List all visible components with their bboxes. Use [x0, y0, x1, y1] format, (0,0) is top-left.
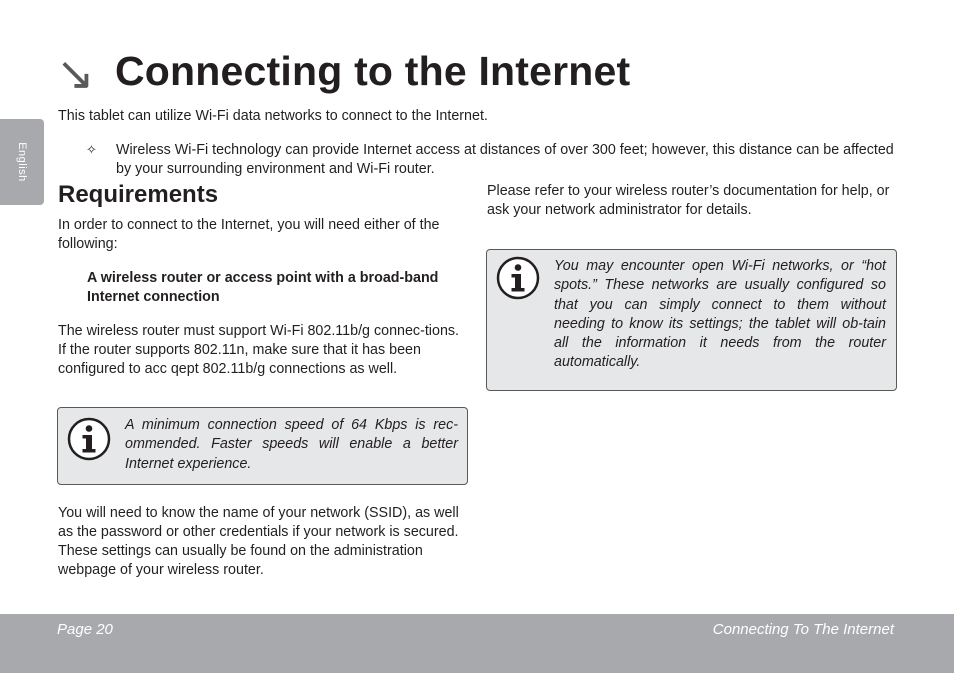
requirements-paragraph-3: You will need to know the name of your network (SSID), as well as the password or other credentials if your network is secured. These settings can usually be found on the administration webpage of your wireless router.	[58, 505, 459, 578]
bullet-star-icon: ✧	[86, 143, 97, 158]
intro-text: This tablet can utilize Wi-Fi data networks to connect to the Internet.	[58, 108, 488, 124]
page-title: Connecting to the Internet	[115, 48, 631, 94]
info-icon	[67, 417, 111, 461]
arrow-icon: ↘	[56, 46, 95, 100]
note-text-speed: A minimum connection speed of 64 Kbps is rec-ommended. Faster speeds will enable a better Internet experience.	[125, 417, 458, 472]
footer-section-title: Connecting To The Internet	[712, 621, 894, 638]
page-footer	[0, 614, 954, 673]
note-box-speed	[57, 407, 468, 485]
language-tab-label: English	[16, 142, 28, 182]
requirements-paragraph-1: In order to connect to the Internet, you will need either of the following:	[58, 217, 440, 252]
bullet-item	[86, 141, 898, 179]
page-number: Page 20	[57, 621, 113, 638]
note-text-hotspots: You may encounter open Wi-Fi networks, or “hot spots.” These networks are usually configured so that you can simply connect to them without needing to know its settings; the tablet will ob-tain all the information it needs from the router automatically.	[554, 258, 886, 371]
info-icon	[496, 256, 540, 300]
language-tab	[0, 119, 44, 205]
right-column-paragraph: Please refer to your wireless router’s documentation for help, or ask your network administrator for details.	[487, 183, 890, 218]
note-box-hotspots	[486, 249, 897, 391]
requirements-heading: Requirements	[58, 181, 219, 208]
requirements-paragraph-2: The wireless router must support Wi-Fi 802.11b/g connec-tions. If the router supports 802.11n, make sure that it has been configured to acc qept 802.11b/g connections as well.	[58, 323, 460, 377]
bullet-text: Wireless Wi-Fi technology can provide Internet access at distances of over 300 feet; however, this distance can be affected by your surrounding environment and Wi-Fi router.	[116, 142, 894, 177]
requirements-bold-item: A wireless router or access point with a broad-band Internet connection	[87, 270, 439, 305]
